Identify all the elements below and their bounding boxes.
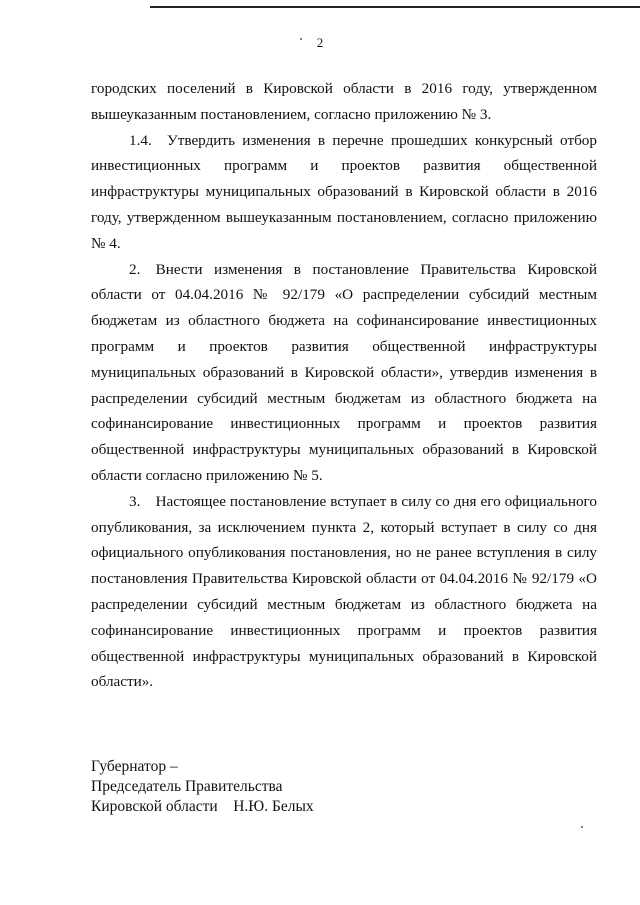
paragraph-item-2: 2. Внести изменения в постановление Правительства Кировской области от 04.04.2016 № 92/179 «О распределении субсидий местным бюджетам из областного бюджета на софинансирование инвестиционных программ и проектов развития общественной инфраструктуры муниципальных образований в Кировской области», утвердив изменения в распределении субсидий местным бюджетам из областного бюджета на софинансирование инвестиционных программ и проектов развития общественной инфраструктуры муниципальных образований в Кировской области согласно приложению № 5. [91, 260, 597, 484]
signature-region-and-name: Кировской области Н.Ю. Белых [91, 798, 314, 815]
signature-block [91, 757, 314, 817]
scan-speck [581, 826, 583, 828]
signature-title-governor: Губернатор – [91, 758, 178, 775]
document-body [91, 76, 597, 695]
page-number: 2 [316, 35, 324, 50]
signature-title-chairman: Председатель Правительства [91, 778, 283, 795]
paragraph-item-1-4: 1.4. Утвердить изменения в перечне прошедших конкурсный отбор инвестиционных программ и проектов развития общественной инфраструктуры муниципальных образований в Кировской области в 2016 году, утвержденном вышеуказанным постановлением, согласно приложению № 4. [91, 131, 597, 252]
top-border-line [150, 6, 640, 8]
paragraph-item-3: 3. Настоящее постановление вступает в силу со дня его официального опубликования, за исключением пункта 2, который вступает в силу со дня официального опубликования постановления, но не ранее вступления в силу постановления Правительства Кировской области от 04.04.2016 № 92/179 «О распределении субсидий местным бюджетам из областного бюджета на софинансирование инвестиционных программ и проектов развития общественной инфраструктуры муниципальных образований в Кировской области». [91, 492, 597, 691]
scan-speck [300, 38, 302, 40]
paragraph-continuation: городских поселений в Кировской области в 2016 году, утвержденном вышеуказанным постановлением, согласно приложению № 3. [91, 80, 597, 123]
